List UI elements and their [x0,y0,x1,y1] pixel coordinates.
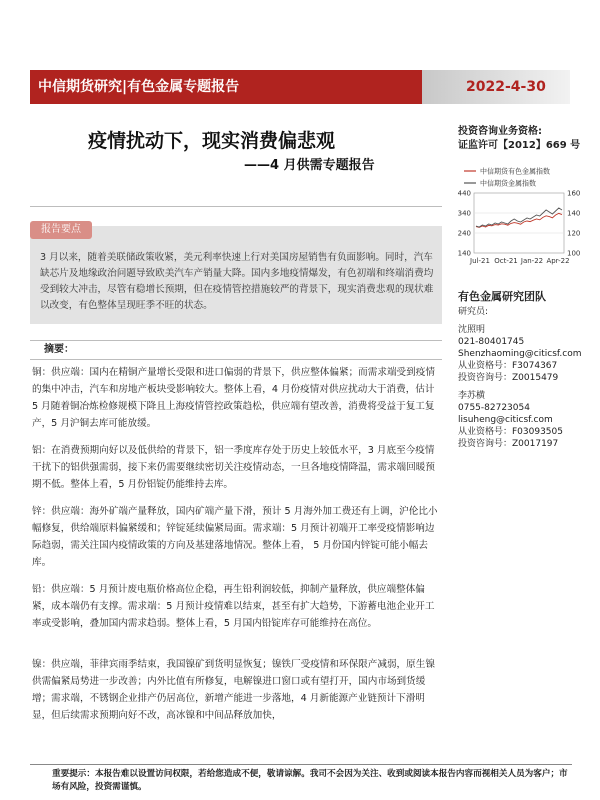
x-tick-label: Oct-21 [494,257,518,265]
team-label: 研究员: [458,307,489,317]
team-title: 有色金属研究团队 [458,290,546,303]
license-line-2: 证监许可【2012】669 号 [458,140,581,151]
report-date: 2022-4-30 [466,79,546,95]
paragraph-nickel: 镍：供应端，菲律宾雨季结束，我国镍矿到货明显恢复；镍铁厂受疫情和环保限产减弱，原生镍供需偏紧局势进一步改善；内外比值有所修复，电解镍进口窗口或有望打开，国内市场到货缓增；需求端，不锈钢企业排产仍居高位，新增产能进一步落地，4 月新能源产业链预计下滑明显，但后续需求预期向好不改，高冰镍和中间品释放加快， [32,659,435,721]
abstract-heading: 摘要： [44,344,74,355]
report-subtitle: ——4 月供需专题报告 [244,158,375,173]
y-right-tick-label: 140 [567,209,581,218]
paragraph-zinc: 锌：供应端：海外矿端产量释放，国内矿端产量下滑，预计 5 月海外加工费还有上调，沪伦比小幅修复，供给端原料偏紧缓和；锌锭延续偏紧局面。需求端：5 月预计初端开工率受疫情影响边际趋弱，需关注国内疫情政策的方向及基建落地情况。整体上看， 5 月份国内锌锭可能小幅去库。 [32,506,438,568]
index-line-chart [450,163,590,278]
y-right-tick-label: 160 [567,189,581,198]
chart-plot-area [458,190,581,266]
analyst-2-name: 李苏横 [458,391,486,401]
analyst-1-cert: 从业资格号：F3074367 [458,361,558,371]
y-left-tick-label: 240 [457,229,471,238]
analyst-1-email[interactable]: Shenzhaoming@citicsf.com [458,349,582,359]
disclaimer-divider [30,764,572,765]
chart-frame [474,193,564,253]
paragraph-copper: 铜：供应端：国内在精铜产量增长受限和进口偏弱的背景下，供应整体偏紧；而需求端受到疫情的集中冲击，汽车和房地产板块受影响较大。整体上看，4 月份疫情对供应扰动大于消费，估计 5 月随着铜冶炼检修规模下降且上海疫情管控政策趋松，供应端有望改善，消费将受益于复工复产，5 月沪铜去库可能放缓。 [32,367,435,429]
analyst-2-phone: 0755-82723054 [458,403,530,413]
y-right-tick-label: 120 [567,229,581,238]
y-left-tick-label: 340 [457,209,471,218]
summary-tag: 报告要点 [30,221,92,239]
series-line-nonferrous [476,213,562,227]
title-divider [30,206,442,207]
paragraph-lead: 铅：供应端：5 月预计废电瓶价格高位企稳，再生铅利润较低，抑制产量释放，供应端整体偏紧，成本端仍有支撑。需求端：5 月预计疫情难以结束，甚至有扩大趋势，下游蓄电池企业开工率或受影响，叠加国内需求趋弱。整体上看，5 月国内铅锭库存可能维持在高位。 [32,584,435,629]
paragraph-aluminum: 铝：在消费预期向好以及低供给的背景下，铝一季度库存处于历史上较低水平，3 月底至今疫情干扰下的铝供强需弱，接下来仍需要继续密切关注疫情动态，一旦各地疫情降温，需求端回暖预期不低。整体上看，5 月份铝锭仍能维持去库。 [32,445,435,490]
report-title: 疫情扰动下，现实消费偏悲观 [88,130,336,152]
analyst-1-name: 沈照明 [458,325,486,335]
y-left-tick-label: 140 [457,249,471,258]
legend-label-metals: 中信期货金属指数 [480,179,536,188]
x-tick-label: Jan-22 [520,257,544,265]
analyst-2-invest: 投资咨询号：Z0017197 [458,439,559,449]
abstract-divider-bottom [30,359,442,360]
legend-label-nonferrous: 中信期货有色金属指数 [480,167,550,176]
x-tick-label: Apr-22 [546,257,570,265]
analyst-1-invest: 投资咨询号：Z0015479 [458,373,559,383]
header-title: 中信期货研究|有色金属专题报告 [38,79,240,95]
chart-legend [464,167,550,188]
x-tick-label: Jul-21 [470,257,490,265]
license-line-1: 投资咨询业务资格: [458,126,542,137]
y-left-tick-label: 440 [457,189,471,198]
summary-text: 3 月以来，随着美联储政策收紧，美元利率快速上行对美国房屋销售有负面影响。同时，汽车缺芯片及地缘政治问题导致欧美汽车产销量大降。国内多地疫情爆发，有色初端和终端消费均受到较大冲击，尽管有稳增长预期，但在疫情管控措施较严的背景下，现实消费悲观的现状难以改变，有色整体呈现旺季不旺的状态。 [40,252,434,311]
disclaimer-text: 重要提示：本报告难以设置访问权限，若给您造成不便，敬请谅解。我司不会因为关注、收到或阅读本报告内容而视相关人员为客户；市场有风险，投资需谨慎。 [52,769,568,792]
analyst-2-cert: 从业资格号：F03093505 [458,427,563,437]
abstract-divider-top [30,340,442,341]
analyst-2-email[interactable]: lisuheng@citicsf.com [458,415,553,425]
analyst-1-phone: 021-80401745 [458,337,525,347]
y-right-tick-label: 100 [567,249,581,258]
